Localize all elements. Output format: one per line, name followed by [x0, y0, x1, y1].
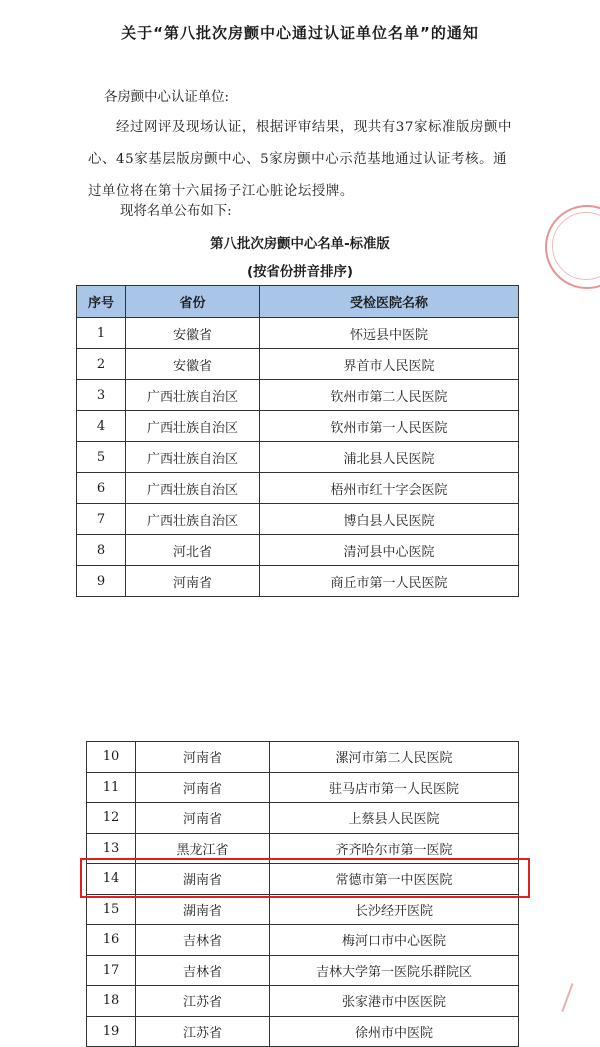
- table-row: [87, 772, 519, 803]
- table-row: [77, 504, 519, 535]
- row-number: 18: [87, 986, 136, 1017]
- table-row: [77, 535, 519, 566]
- row-hospital: 吉林大学第一医院乐群院区: [270, 955, 519, 986]
- row-number: 2: [77, 349, 126, 380]
- row-province: 广西壮族自治区: [126, 473, 260, 504]
- body-text: 经过网评及现场认证，根据评审结果，现共有37家标准版房颤中心、45家基层版房颤中心、5家房颤中心示范基地通过认证考核。通过单位将在第十六届扬子江心脏论坛授牌。: [88, 120, 512, 199]
- row-number: 12: [87, 803, 136, 834]
- table-row: [77, 411, 519, 442]
- row-province: 河南省: [126, 566, 260, 597]
- row-hospital: 钦州市第二人民医院: [260, 380, 519, 411]
- table-row: [77, 473, 519, 504]
- row-province: 湖南省: [136, 864, 270, 895]
- hospital-table-page1: [76, 285, 519, 597]
- row-number: 5: [77, 442, 126, 473]
- row-number: 13: [87, 833, 136, 864]
- row-hospital: 张家港市中医医院: [270, 986, 519, 1017]
- row-hospital: 驻马店市第一人民医院: [270, 772, 519, 803]
- list-subtitle: (按省份拼音排序): [247, 265, 353, 280]
- row-number: 16: [87, 925, 136, 956]
- row-number: 3: [77, 380, 126, 411]
- body-paragraph: [88, 112, 518, 208]
- row-province: 河南省: [136, 742, 270, 773]
- row-hospital: 钦州市第一人民医院: [260, 411, 519, 442]
- table-row: [87, 742, 519, 773]
- row-hospital: 怀远县中医院: [260, 318, 519, 349]
- salutation: 各房颤中心认证单位:: [104, 90, 230, 105]
- row-province: 广西壮族自治区: [126, 411, 260, 442]
- row-hospital: 长沙经开医院: [270, 894, 519, 925]
- stamp-mark-icon: [561, 983, 586, 1017]
- row-number: 7: [77, 504, 126, 535]
- row-hospital: 梧州市红十字会医院: [260, 473, 519, 504]
- row-province: 广西壮族自治区: [126, 504, 260, 535]
- row-number: 17: [87, 955, 136, 986]
- row-number: 11: [87, 772, 136, 803]
- header-province: 省份: [126, 286, 260, 318]
- row-province: 江苏省: [136, 986, 270, 1017]
- announce-line: 现将名单公布如下:: [120, 204, 232, 219]
- table-row: [77, 442, 519, 473]
- row-number: 4: [77, 411, 126, 442]
- header-hospital: 受检医院名称: [260, 286, 519, 318]
- row-hospital: 商丘市第一人民医院: [260, 566, 519, 597]
- row-number: 10: [87, 742, 136, 773]
- table-row: [87, 803, 519, 834]
- table-row: [77, 566, 519, 597]
- row-number: 6: [77, 473, 126, 504]
- row-hospital: 齐齐哈尔市第一医院: [270, 833, 519, 864]
- table-row: [77, 349, 519, 380]
- table-row: [87, 894, 519, 925]
- row-hospital: 徐州市中医院: [270, 1016, 519, 1047]
- header-number: 序号: [77, 286, 126, 318]
- row-province: 河南省: [136, 803, 270, 834]
- table-row: [87, 955, 519, 986]
- row-hospital: 浦北县人民医院: [260, 442, 519, 473]
- row-number: 14: [87, 864, 136, 895]
- row-hospital: 清河县中心医院: [260, 535, 519, 566]
- row-hospital: 上蔡县人民医院: [270, 803, 519, 834]
- row-province: 吉林省: [136, 955, 270, 986]
- row-number: 8: [77, 535, 126, 566]
- row-number: 15: [87, 894, 136, 925]
- row-number: 19: [87, 1016, 136, 1047]
- row-hospital: 常德市第一中医医院: [270, 864, 519, 895]
- row-number: 1: [77, 318, 126, 349]
- row-province: 江苏省: [136, 1016, 270, 1047]
- row-province: 广西壮族自治区: [126, 442, 260, 473]
- table-row: [77, 318, 519, 349]
- document-title: 关于“第八批次房颤中心通过认证单位名单”的通知: [121, 24, 479, 42]
- highlight-box: [80, 858, 530, 898]
- row-hospital: 漯河市第二人民医院: [270, 742, 519, 773]
- row-province: 湖南省: [136, 894, 270, 925]
- row-province: 广西壮族自治区: [126, 380, 260, 411]
- row-province: 河南省: [136, 772, 270, 803]
- table-row: [87, 925, 519, 956]
- table-row: [77, 380, 519, 411]
- table-row: [87, 1016, 519, 1047]
- row-province: 河北省: [126, 535, 260, 566]
- row-hospital: 博白县人民医院: [260, 504, 519, 535]
- row-province: 安徽省: [126, 318, 260, 349]
- row-province: 吉林省: [136, 925, 270, 956]
- row-hospital: 界首市人民医院: [260, 349, 519, 380]
- list-title: 第八批次房颤中心名单-标准版: [210, 237, 390, 252]
- table-row: [87, 986, 519, 1017]
- row-province: 黑龙江省: [136, 833, 270, 864]
- table-header-row: [77, 286, 519, 318]
- row-hospital: 梅河口市中心医院: [270, 925, 519, 956]
- row-province: 安徽省: [126, 349, 260, 380]
- row-number: 9: [77, 566, 126, 597]
